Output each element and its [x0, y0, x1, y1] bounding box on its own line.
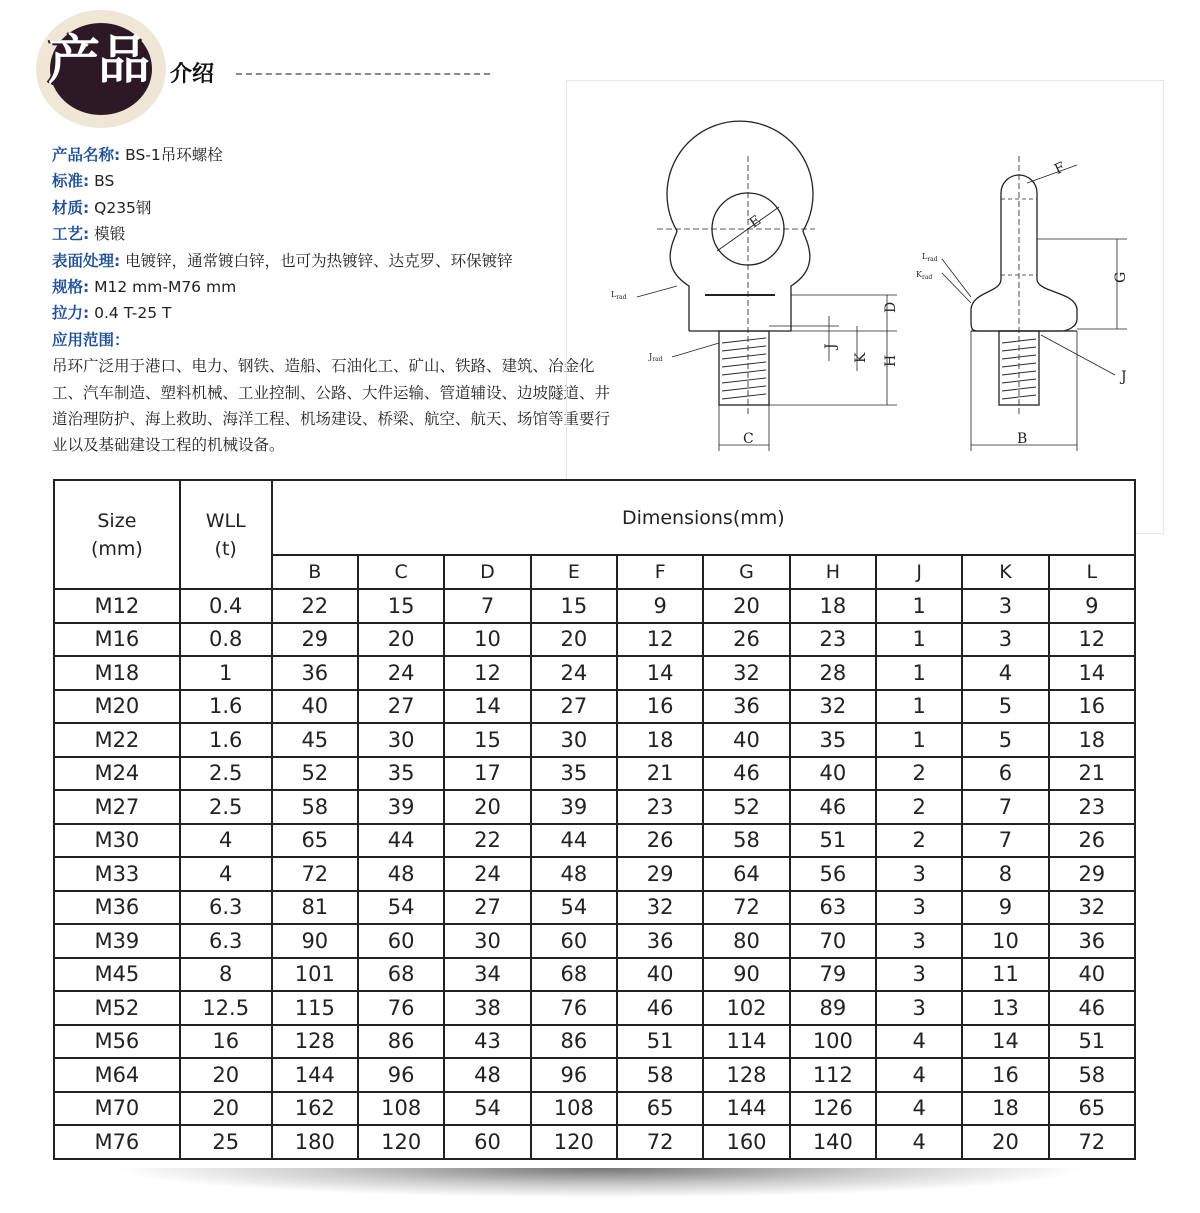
- info-label: 工艺:: [52, 225, 90, 244]
- table-row: [54, 589, 1135, 623]
- table-cell: 36: [617, 924, 703, 958]
- table-cell: 29: [617, 857, 703, 891]
- table-cell: 63: [790, 891, 876, 925]
- table-row: [54, 723, 1135, 757]
- info-value: 电镀锌，通常镀白锌，也可为热镀锌、达克罗、环保镀锌: [120, 251, 513, 270]
- table-cell: M22: [54, 723, 180, 757]
- table-cell: 60: [358, 924, 444, 958]
- table-cell: 128: [703, 1058, 789, 1092]
- table-cell: 48: [444, 1058, 530, 1092]
- info-value: BS: [89, 172, 115, 191]
- column-header: E: [531, 555, 617, 589]
- table-cell: 8: [962, 857, 1048, 891]
- table-row: [54, 1025, 1135, 1059]
- info-label: 规格:: [52, 278, 90, 297]
- table-cell: 65: [272, 824, 358, 858]
- technical-drawing: [566, 80, 1164, 534]
- table-cell: 36: [272, 656, 358, 690]
- table-cell: 24: [358, 656, 444, 690]
- table-cell: 20: [180, 1092, 272, 1126]
- table-cell: 35: [790, 723, 876, 757]
- table-cell: 11: [962, 958, 1048, 992]
- table-cell: 56: [790, 857, 876, 891]
- table-cell: 96: [531, 1058, 617, 1092]
- table-row: [54, 857, 1135, 891]
- table-cell: 20: [703, 589, 789, 623]
- header-size: Size (mm): [54, 480, 180, 589]
- spec-body: [54, 589, 1135, 1159]
- table-cell: 0.4: [180, 589, 272, 623]
- table-cell: 1: [876, 589, 962, 623]
- column-header: J: [876, 555, 962, 589]
- label-K-rad: $K_{rad}$: [916, 270, 933, 281]
- table-cell: 14: [617, 656, 703, 690]
- table-cell: 27: [444, 891, 530, 925]
- table-cell: 10: [444, 623, 530, 657]
- table-cell: 180: [272, 1125, 358, 1159]
- table-row: [54, 1125, 1135, 1159]
- table-cell: 12: [1049, 623, 1135, 657]
- table-cell: 79: [790, 958, 876, 992]
- info-label: 表面处理:: [52, 251, 121, 270]
- table-cell: 17: [444, 757, 530, 791]
- table-cell: 54: [531, 891, 617, 925]
- table-cell: 4: [180, 857, 272, 891]
- table-cell: 3: [876, 857, 962, 891]
- table-cell: 44: [531, 824, 617, 858]
- table-cell: 27: [531, 690, 617, 724]
- info-label: 产品名称:: [52, 146, 121, 164]
- table-cell: 4: [876, 1092, 962, 1126]
- header-wll: WLL (t): [180, 480, 272, 589]
- table-cell: 1.6: [180, 723, 272, 757]
- table-row: [54, 924, 1135, 958]
- table-cell: 15: [531, 589, 617, 623]
- table-row: [54, 991, 1135, 1025]
- table-cell: 40: [1049, 958, 1135, 992]
- label-G: G: [1113, 271, 1129, 283]
- table-cell: 21: [617, 757, 703, 791]
- table-cell: 12: [444, 656, 530, 690]
- table-cell: 70: [790, 924, 876, 958]
- table-cell: 22: [272, 589, 358, 623]
- table-cell: 3: [876, 924, 962, 958]
- label-J2: J: [1121, 369, 1127, 385]
- table-cell: 14: [444, 690, 530, 724]
- table-cell: 15: [444, 723, 530, 757]
- table-cell: M16: [54, 623, 180, 657]
- info-value: M12 mm-M76 mm: [89, 278, 237, 297]
- table-cell: 64: [703, 857, 789, 891]
- table-cell: 1: [876, 656, 962, 690]
- table-cell: M70: [54, 1092, 180, 1126]
- table-cell: 15: [358, 589, 444, 623]
- table-cell: 115: [272, 991, 358, 1025]
- table-cell: 1: [876, 690, 962, 724]
- table-cell: 29: [1049, 857, 1135, 891]
- eye-bolt-drawing: [567, 81, 1165, 535]
- table-cell: 20: [444, 790, 530, 824]
- column-header: G: [703, 555, 789, 589]
- table-cell: 90: [272, 924, 358, 958]
- table-cell: 1: [180, 656, 272, 690]
- table-cell: 29: [272, 623, 358, 657]
- info-row: [52, 274, 612, 300]
- table-cell: 4: [876, 1025, 962, 1059]
- table-cell: 18: [617, 723, 703, 757]
- table-cell: 1: [876, 723, 962, 757]
- table-cell: 51: [617, 1025, 703, 1059]
- table-cell: 6.3: [180, 924, 272, 958]
- table-row: [54, 757, 1135, 791]
- application-text: 吊环广泛用于港口、电力、钢铁、造船、石油化工、矿山、铁路、建筑、冶金化工、汽车制造、塑料机械、工业控制、公路、大件运输、管道辅设、边坡隧道、井道治理防护、海上救助、海洋工程、机场建设、桥梁、航空、航天、场馆等重要行业以及基础建设工程的机械设备。: [52, 357, 611, 455]
- table-cell: 60: [531, 924, 617, 958]
- table-cell: 48: [358, 857, 444, 891]
- table-cell: 12.5: [180, 991, 272, 1025]
- table-cell: 38: [444, 991, 530, 1025]
- table-cell: 72: [1049, 1125, 1135, 1159]
- table-cell: 90: [703, 958, 789, 992]
- table-cell: 3: [962, 623, 1048, 657]
- table-cell: 24: [444, 857, 530, 891]
- table-cell: 76: [531, 991, 617, 1025]
- spec-table: [53, 479, 1136, 1160]
- label-J: J: [823, 343, 839, 349]
- info-value: 模锻: [89, 225, 126, 244]
- info-value: Q235钢: [89, 198, 152, 217]
- table-cell: 24: [531, 656, 617, 690]
- table-cell: 46: [703, 757, 789, 791]
- info-row: [52, 195, 612, 221]
- header-divider: [236, 73, 490, 75]
- table-cell: 54: [358, 891, 444, 925]
- table-cell: 2.5: [180, 757, 272, 791]
- info-value: BS-1吊环螺栓: [120, 146, 223, 164]
- table-cell: 2: [876, 790, 962, 824]
- table-cell: 101: [272, 958, 358, 992]
- info-label: 标准:: [52, 172, 90, 191]
- table-cell: 1: [876, 623, 962, 657]
- label-B: B: [1017, 431, 1028, 447]
- table-row: [54, 1092, 1135, 1126]
- table-cell: M20: [54, 690, 180, 724]
- table-cell: 51: [1049, 1025, 1135, 1059]
- info-row: [52, 221, 612, 247]
- header-subtitle: 介绍: [170, 62, 215, 87]
- table-cell: M39: [54, 924, 180, 958]
- table-row: [54, 656, 1135, 690]
- table-cell: 80: [703, 924, 789, 958]
- table-cell: 68: [358, 958, 444, 992]
- table-cell: 8: [180, 958, 272, 992]
- table-cell: 40: [272, 690, 358, 724]
- table-cell: 81: [272, 891, 358, 925]
- info-row: [52, 327, 612, 353]
- table-cell: 120: [531, 1125, 617, 1159]
- table-cell: 58: [1049, 1058, 1135, 1092]
- table-cell: 68: [531, 958, 617, 992]
- table-cell: 7: [444, 589, 530, 623]
- table-cell: 2.5: [180, 790, 272, 824]
- table-cell: 20: [531, 623, 617, 657]
- table-row: [54, 623, 1135, 657]
- table-cell: 39: [531, 790, 617, 824]
- table-cell: 7: [962, 824, 1048, 858]
- table-row: [54, 1058, 1135, 1092]
- product-info: [52, 142, 612, 459]
- table-cell: 16: [1049, 690, 1135, 724]
- table-cell: 13: [962, 991, 1048, 1025]
- table-cell: 140: [790, 1125, 876, 1159]
- header-dimensions: Dimensions(mm): [272, 480, 1135, 555]
- table-cell: 16: [180, 1025, 272, 1059]
- table-cell: 60: [444, 1125, 530, 1159]
- label-L2-rad: $L_{rad}$: [922, 252, 938, 263]
- table-cell: 108: [531, 1092, 617, 1126]
- table-cell: 86: [358, 1025, 444, 1059]
- table-cell: 16: [617, 690, 703, 724]
- table-cell: M45: [54, 958, 180, 992]
- table-cell: 65: [617, 1092, 703, 1126]
- table-cell: 72: [272, 857, 358, 891]
- table-cell: 32: [703, 656, 789, 690]
- badge-text: 产品: [48, 31, 149, 91]
- label-H: H: [883, 354, 899, 367]
- column-header: H: [790, 555, 876, 589]
- info-value: 0.4 T-25 T: [89, 304, 172, 323]
- info-rows: [52, 142, 612, 353]
- table-cell: 30: [531, 723, 617, 757]
- table-cell: M30: [54, 824, 180, 858]
- table-cell: 10: [962, 924, 1048, 958]
- label-D: D: [883, 301, 899, 313]
- table-cell: 112: [790, 1058, 876, 1092]
- info-label: 应用范围：: [52, 330, 130, 349]
- table-cell: 28: [790, 656, 876, 690]
- table-cell: 21: [1049, 757, 1135, 791]
- table-cell: 86: [531, 1025, 617, 1059]
- table-cell: 89: [790, 991, 876, 1025]
- table-cell: 0.8: [180, 623, 272, 657]
- table-cell: M36: [54, 891, 180, 925]
- table-cell: 52: [272, 757, 358, 791]
- table-cell: 1.6: [180, 690, 272, 724]
- table-cell: 26: [617, 824, 703, 858]
- table-cell: 34: [444, 958, 530, 992]
- table-cell: 3: [876, 891, 962, 925]
- table-cell: M52: [54, 991, 180, 1025]
- table-cell: 9: [962, 891, 1048, 925]
- table-cell: 162: [272, 1092, 358, 1126]
- info-label: 材质:: [52, 198, 90, 217]
- table-cell: 160: [703, 1125, 789, 1159]
- table-cell: 6.3: [180, 891, 272, 925]
- table-cell: 9: [1049, 589, 1135, 623]
- table-cell: 44: [358, 824, 444, 858]
- table-cell: 22: [444, 824, 530, 858]
- table-cell: 18: [962, 1092, 1048, 1126]
- table-cell: 46: [1049, 991, 1135, 1025]
- table-cell: 4: [876, 1125, 962, 1159]
- label-C: C: [743, 431, 754, 447]
- table-cell: M27: [54, 790, 180, 824]
- table-cell: 96: [358, 1058, 444, 1092]
- table-cell: M12: [54, 589, 180, 623]
- table-cell: 26: [703, 623, 789, 657]
- table-cell: 32: [1049, 891, 1135, 925]
- table-cell: 76: [358, 991, 444, 1025]
- label-K: K: [853, 352, 869, 363]
- label-J-rad: $J_{rad}$: [649, 352, 663, 363]
- info-label: 拉力:: [52, 304, 90, 323]
- table-cell: 54: [444, 1092, 530, 1126]
- table-cell: 4: [962, 656, 1048, 690]
- table-cell: 36: [1049, 924, 1135, 958]
- table-cell: 30: [444, 924, 530, 958]
- table-cell: 3: [876, 958, 962, 992]
- table-cell: 4: [876, 1058, 962, 1092]
- table-cell: 51: [790, 824, 876, 858]
- table-cell: M56: [54, 1025, 180, 1059]
- table-cell: 20: [358, 623, 444, 657]
- table-row: [54, 891, 1135, 925]
- table-cell: 9: [617, 589, 703, 623]
- table-cell: 58: [703, 824, 789, 858]
- info-row: [52, 168, 612, 194]
- table-cell: 102: [703, 991, 789, 1025]
- table-cell: 120: [358, 1125, 444, 1159]
- table-cell: 46: [617, 991, 703, 1025]
- table-cell: 23: [1049, 790, 1135, 824]
- column-header: L: [1049, 555, 1135, 589]
- table-cell: 108: [358, 1092, 444, 1126]
- table-cell: M24: [54, 757, 180, 791]
- table-cell: 16: [962, 1058, 1048, 1092]
- info-row: [52, 300, 612, 326]
- table-cell: 35: [531, 757, 617, 791]
- table-cell: 126: [790, 1092, 876, 1126]
- table-cell: 52: [703, 790, 789, 824]
- table-cell: M33: [54, 857, 180, 891]
- table-cell: 32: [790, 690, 876, 724]
- table-cell: 40: [617, 958, 703, 992]
- table-row: [54, 790, 1135, 824]
- column-header: F: [617, 555, 703, 589]
- table-cell: 144: [703, 1092, 789, 1126]
- table-cell: 72: [617, 1125, 703, 1159]
- column-header: B: [272, 555, 358, 589]
- column-header: D: [444, 555, 530, 589]
- info-row: [52, 248, 612, 274]
- column-header: C: [358, 555, 444, 589]
- table-cell: 25: [180, 1125, 272, 1159]
- table-cell: 39: [358, 790, 444, 824]
- table-row: [54, 824, 1135, 858]
- table-row: [54, 958, 1135, 992]
- table-cell: 72: [703, 891, 789, 925]
- table-cell: 128: [272, 1025, 358, 1059]
- table-cell: M64: [54, 1058, 180, 1092]
- table-cell: 32: [617, 891, 703, 925]
- table-cell: M76: [54, 1125, 180, 1159]
- info-row: [52, 142, 612, 168]
- table-cell: 20: [962, 1125, 1048, 1159]
- table-cell: 14: [1049, 656, 1135, 690]
- label-E: E: [746, 212, 765, 232]
- table-cell: 144: [272, 1058, 358, 1092]
- table-cell: 6: [962, 757, 1048, 791]
- table-cell: 3: [962, 589, 1048, 623]
- table-cell: 58: [617, 1058, 703, 1092]
- table-cell: 23: [790, 623, 876, 657]
- column-header: K: [962, 555, 1048, 589]
- table-cell: 43: [444, 1025, 530, 1059]
- table-shadow: [110, 1168, 1090, 1198]
- table-cell: 26: [1049, 824, 1135, 858]
- table-cell: 35: [358, 757, 444, 791]
- table-cell: 2: [876, 824, 962, 858]
- table-cell: 100: [790, 1025, 876, 1059]
- table-row: [54, 690, 1135, 724]
- table-cell: 12: [617, 623, 703, 657]
- table-cell: 27: [358, 690, 444, 724]
- table-cell: 65: [1049, 1092, 1135, 1126]
- table-cell: 4: [180, 824, 272, 858]
- table-cell: M18: [54, 656, 180, 690]
- label-F: F: [1051, 159, 1068, 178]
- table-cell: 36: [703, 690, 789, 724]
- table-cell: 40: [790, 757, 876, 791]
- table-cell: 30: [358, 723, 444, 757]
- table-cell: 3: [876, 991, 962, 1025]
- label-L-rad: $L_{rad}$: [611, 290, 627, 301]
- table-cell: 46: [790, 790, 876, 824]
- table-cell: 20: [180, 1058, 272, 1092]
- table-cell: 7: [962, 790, 1048, 824]
- table-cell: 18: [790, 589, 876, 623]
- table-cell: 2: [876, 757, 962, 791]
- table-cell: 18: [1049, 723, 1135, 757]
- table-cell: 23: [617, 790, 703, 824]
- table-cell: 5: [962, 690, 1048, 724]
- table-cell: 114: [703, 1025, 789, 1059]
- table-cell: 14: [962, 1025, 1048, 1059]
- table-cell: 5: [962, 723, 1048, 757]
- table-cell: 58: [272, 790, 358, 824]
- table-cell: 40: [703, 723, 789, 757]
- table-cell: 45: [272, 723, 358, 757]
- table-cell: 48: [531, 857, 617, 891]
